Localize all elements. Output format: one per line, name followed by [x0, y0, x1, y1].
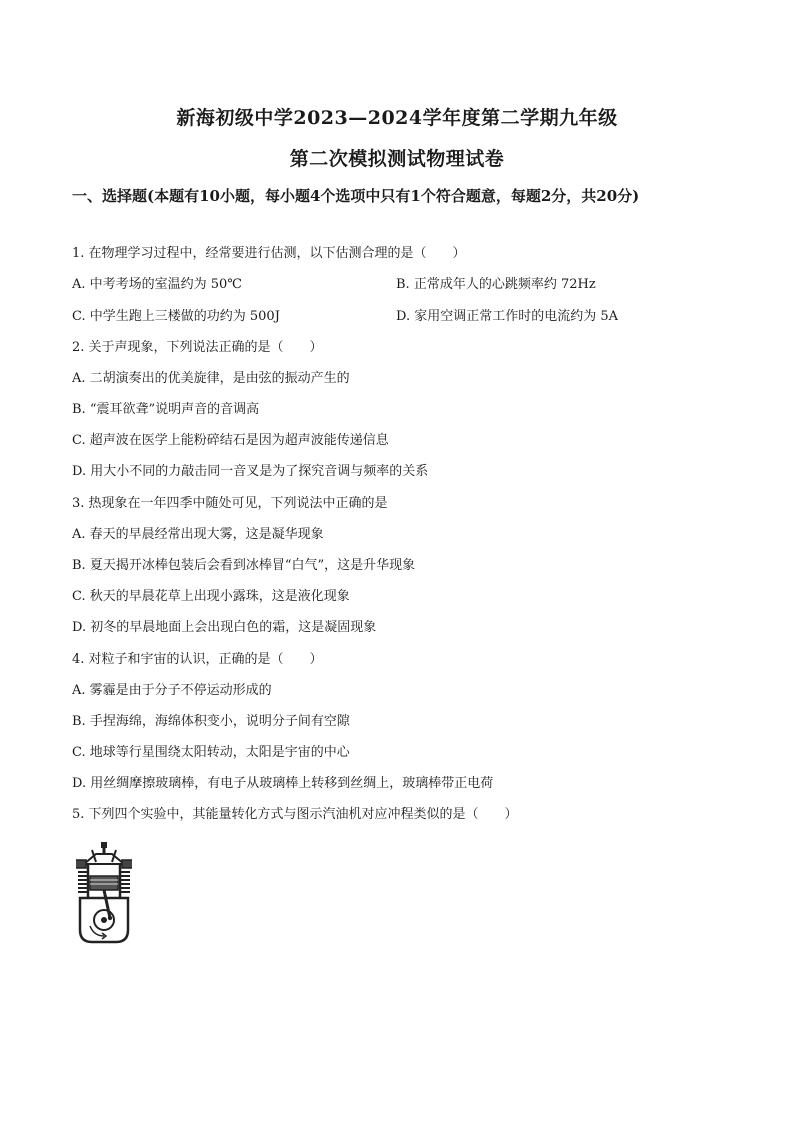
question-1-option-b: B. 正常成年人的心跳频率约 72Hz — [396, 277, 596, 292]
question-4-option-c: C. 地球等行星围绕太阳转动，太阳是宇宙的中心 — [72, 745, 350, 760]
question-2-option-a: A. 二胡演奏出的优美旋律，是由弦的振动产生的 — [72, 371, 350, 386]
question-3-option-d: D. 初冬的早晨地面上会出现白色的霜，这是凝固现象 — [72, 620, 377, 635]
question-1-option-d: D. 家用空调正常工作时的电流约为 5A — [396, 309, 619, 324]
question-1-option-a: A. 中考考场的室温约为 50℃ — [72, 277, 242, 292]
question-2-option-c: C. 超声波在医学上能粉碎结石是因为超声波能传递信息 — [72, 433, 389, 448]
question-5-stem: 5. 下列四个实验中，其能量转化方式与图示汽油机对应冲程类似的是（ ） — [72, 807, 518, 822]
question-2-option-b: B. “震耳欲聋”说明声音的音调高 — [72, 402, 260, 417]
question-1-stem: 1. 在物理学习过程中，经常要进行估测，以下估测合理的是（ ） — [72, 246, 466, 261]
section-heading: 一、选择题(本题有10小题，每小题4个选项中只有1个符合题意，每题2分，共20分) — [72, 187, 640, 205]
question-2-option-d: D. 用大小不同的力敲击同一音叉是为了探究音调与频率的关系 — [72, 464, 429, 479]
question-4-option-a: A. 雾霾是由于分子不停运动形成的 — [72, 683, 272, 698]
gasoline-engine-icon — [74, 842, 134, 944]
question-3-option-b: B. 夏天揭开冰棒包装后会看到冰棒冒“白气”，这是升华现象 — [72, 558, 416, 573]
question-4-stem: 4. 对粒子和宇宙的认识，正确的是（ ） — [72, 652, 323, 667]
question-3-option-c: C. 秋天的早晨花草上出现小露珠，这是液化现象 — [72, 589, 350, 604]
question-2-stem: 2. 关于声现象，下列说法正确的是（ ） — [72, 340, 323, 355]
question-3-option-a: A. 春天的早晨经常出现大雾，这是凝华现象 — [72, 527, 324, 542]
question-4-option-b: B. 手捏海绵，海绵体积变小，说明分子间有空隙 — [72, 714, 350, 729]
question-1-option-c: C. 中学生跑上三楼做的功约为 500J — [72, 309, 280, 324]
exam-title-line1: 新海初级中学2023—2024学年度第二学期九年级 — [176, 107, 618, 129]
question-3-stem: 3. 热现象在一年四季中随处可见，下列说法中正确的是 — [72, 496, 388, 511]
exam-title-line2: 第二次模拟测试物理试卷 — [289, 148, 505, 170]
question-4-option-d: D. 用丝绸摩擦玻璃棒，有电子从玻璃棒上转移到丝绸上，玻璃棒带正电荷 — [72, 776, 494, 791]
